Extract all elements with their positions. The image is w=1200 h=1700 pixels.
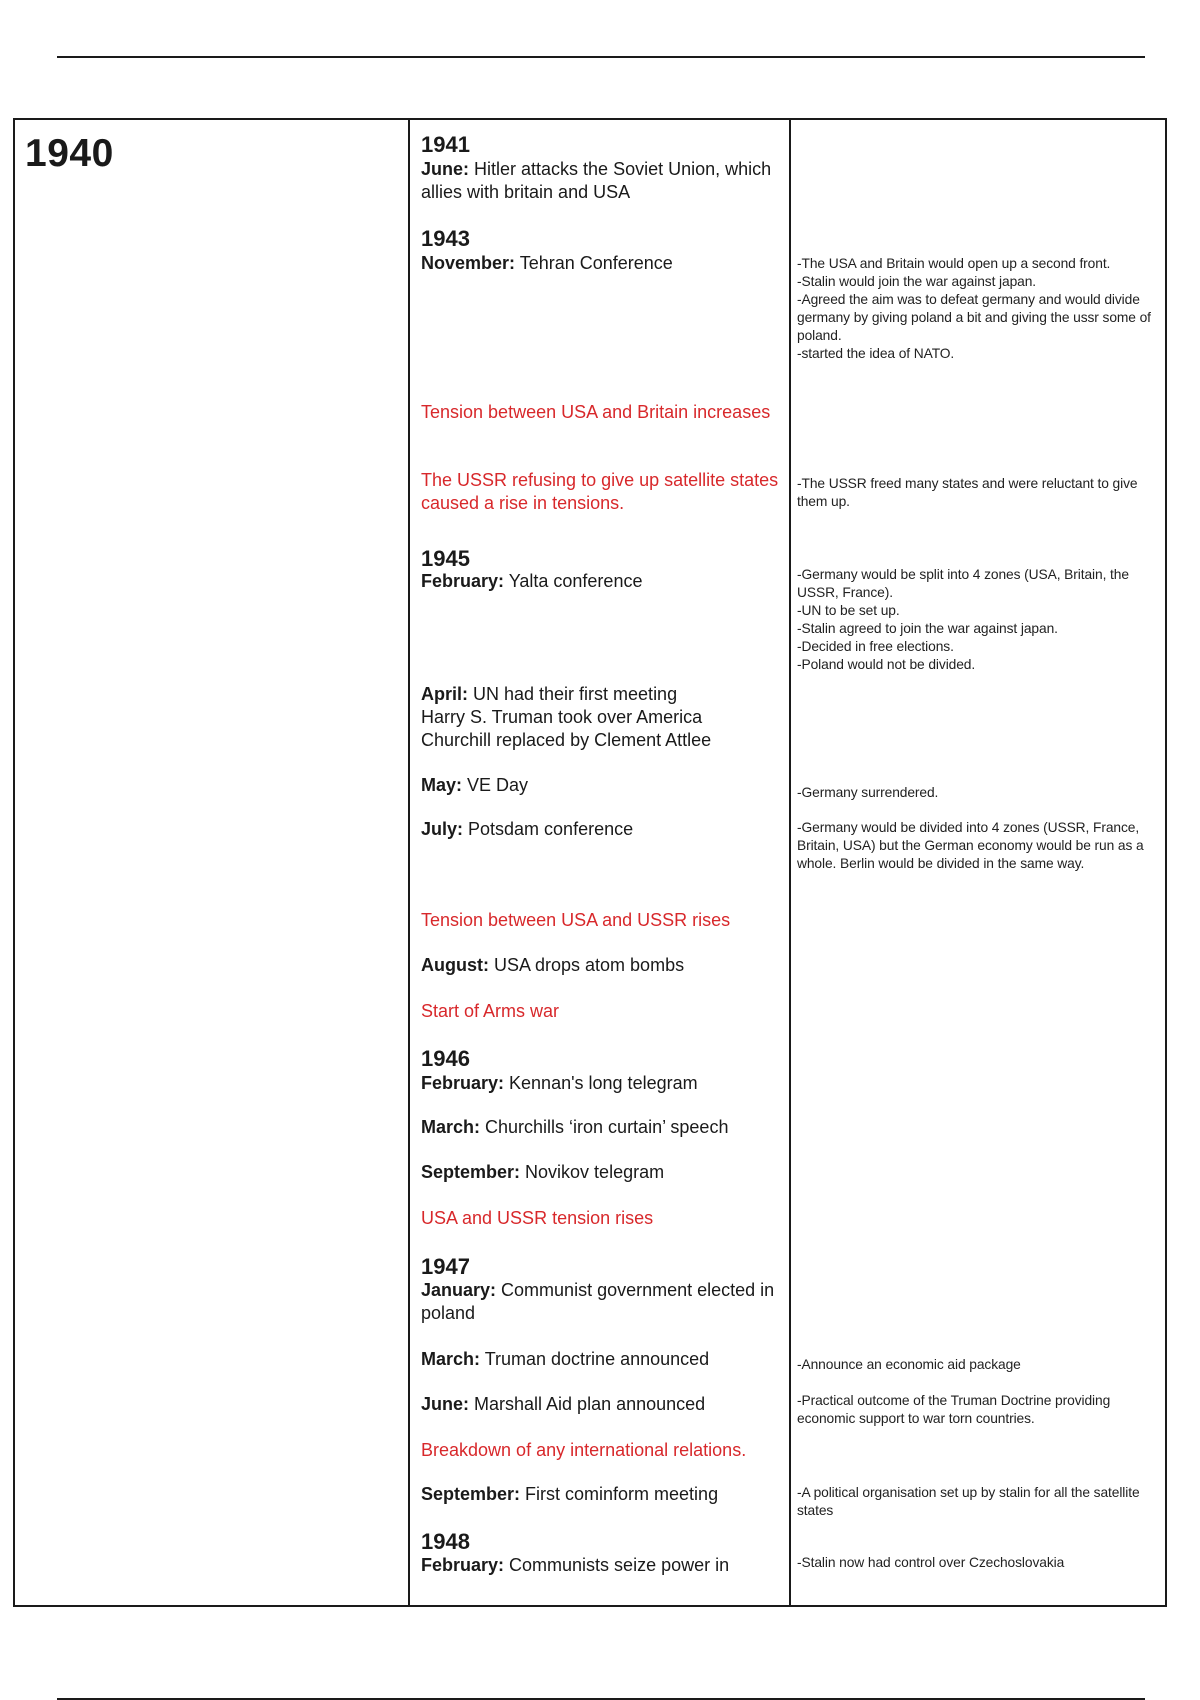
breakdown-relations: Breakdown of any international relations. xyxy=(421,1440,747,1460)
event-label: August: xyxy=(421,955,489,975)
year-1946: 1946 xyxy=(421,1046,470,1071)
note-marshall: -Practical outcome of the Truman Doctrine providing economic support to war torn countries. xyxy=(797,1393,1111,1426)
year-1947: 1947 xyxy=(421,1254,470,1279)
year-1943: 1943 xyxy=(421,226,470,251)
event-text: Novikov telegram xyxy=(520,1162,665,1182)
event-text: Communists seize power in xyxy=(504,1555,730,1575)
header-rule xyxy=(57,56,1145,58)
event-label: January: xyxy=(421,1280,497,1300)
column-divider-1 xyxy=(408,120,410,1605)
event-label: June: xyxy=(421,159,470,179)
event-text: UN had their first meeting Harry S. Truman took over America Churchill replaced by Clement Attlee xyxy=(421,684,712,750)
note-ussr-states: -The USSR freed many states and were reluctant to give them up. xyxy=(797,476,1138,509)
column-divider-2 xyxy=(789,120,791,1605)
event-text: Hitler attacks the Soviet Union, which allies with britain and USA xyxy=(421,159,772,202)
event-text: USA drops atom bombs xyxy=(488,955,685,975)
event-label: April: xyxy=(421,684,468,704)
event-1945-august xyxy=(421,954,781,977)
event-text: Communist government elected in poland xyxy=(421,1280,775,1323)
event-1946-february xyxy=(421,1072,781,1095)
event-text: Yalta conference xyxy=(504,571,643,591)
event-label: March: xyxy=(421,1349,481,1369)
event-1945-may xyxy=(421,774,781,797)
year-1948: 1948 xyxy=(421,1529,470,1554)
event-label: February: xyxy=(421,1073,505,1093)
event-label: February: xyxy=(421,571,505,591)
event-label: February: xyxy=(421,1555,505,1575)
event-text: Churchills ‘iron curtain’ speech xyxy=(480,1117,729,1137)
start-of-arms-war: Start of Arms war xyxy=(421,1001,560,1021)
event-1945-february xyxy=(421,570,781,593)
event-label: September: xyxy=(421,1162,521,1182)
event-1947-june xyxy=(421,1393,781,1416)
event-label: July: xyxy=(421,819,464,839)
tension-usa-ussr: Tension between USA and USSR rises xyxy=(421,910,731,930)
event-text: Kennan's long telegram xyxy=(504,1073,698,1093)
event-label: June: xyxy=(421,1394,470,1414)
year-1941: 1941 xyxy=(421,132,470,157)
event-1947-september xyxy=(421,1483,781,1506)
event-text: Potsdam conference xyxy=(463,819,634,839)
note-cominform: -A political organisation set up by stalin for all the satellite states xyxy=(797,1485,1140,1518)
note-ve-day: -Germany surrendered. xyxy=(797,785,939,800)
event-text: Marshall Aid plan announced xyxy=(469,1394,706,1414)
decade-heading: 1940 xyxy=(25,132,114,175)
event-label: March: xyxy=(421,1117,481,1137)
tension-rises-1946: USA and USSR tension rises xyxy=(421,1208,654,1228)
timeline-table xyxy=(13,118,1167,1607)
event-1948-february xyxy=(421,1554,781,1577)
event-1941-june xyxy=(421,158,781,204)
event-label: September: xyxy=(421,1484,521,1504)
event-text: Tehran Conference xyxy=(515,253,673,273)
event-text: VE Day xyxy=(462,775,529,795)
note-tehran: -The USA and Britain would open up a second front. -Stalin would join the war against japan. -Agreed the aim was to defeat germany and would divide germany by giving poland a bit and giving the ussr some of poland. -started the idea of NATO. xyxy=(797,256,1151,361)
event-1947-january xyxy=(421,1279,781,1325)
event-1946-march xyxy=(421,1116,781,1139)
event-text: Truman doctrine announced xyxy=(480,1349,710,1369)
event-text: First cominform meeting xyxy=(520,1484,719,1504)
note-yalta: -Germany would be split into 4 zones (USA, Britain, the USSR, France). -UN to be set up. -Stalin agreed to join the war against japan. -Decided in free elections. -Poland would not be divided. xyxy=(797,567,1129,672)
year-1945: 1945 xyxy=(421,546,470,571)
tension-satellite-states: The USSR refusing to give up satellite states caused a rise in tensions. xyxy=(421,470,779,513)
event-1945-july xyxy=(421,818,781,841)
event-1946-september xyxy=(421,1161,781,1184)
note-potsdam: -Germany would be divided into 4 zones (USSR, France, Britain, USA) but the German economy would be run as a whole. Berlin would be divided in the same way. xyxy=(797,820,1144,871)
event-label: May: xyxy=(421,775,463,795)
event-1945-april xyxy=(421,683,781,752)
event-1947-march xyxy=(421,1348,781,1371)
event-label: November: xyxy=(421,253,516,273)
tension-usa-britain: Tension between USA and Britain increases xyxy=(421,402,771,422)
note-truman: -Announce an economic aid package xyxy=(797,1357,1021,1372)
event-1943-november xyxy=(421,252,781,275)
note-czech: -Stalin now had control over Czechoslovakia xyxy=(797,1555,1065,1570)
